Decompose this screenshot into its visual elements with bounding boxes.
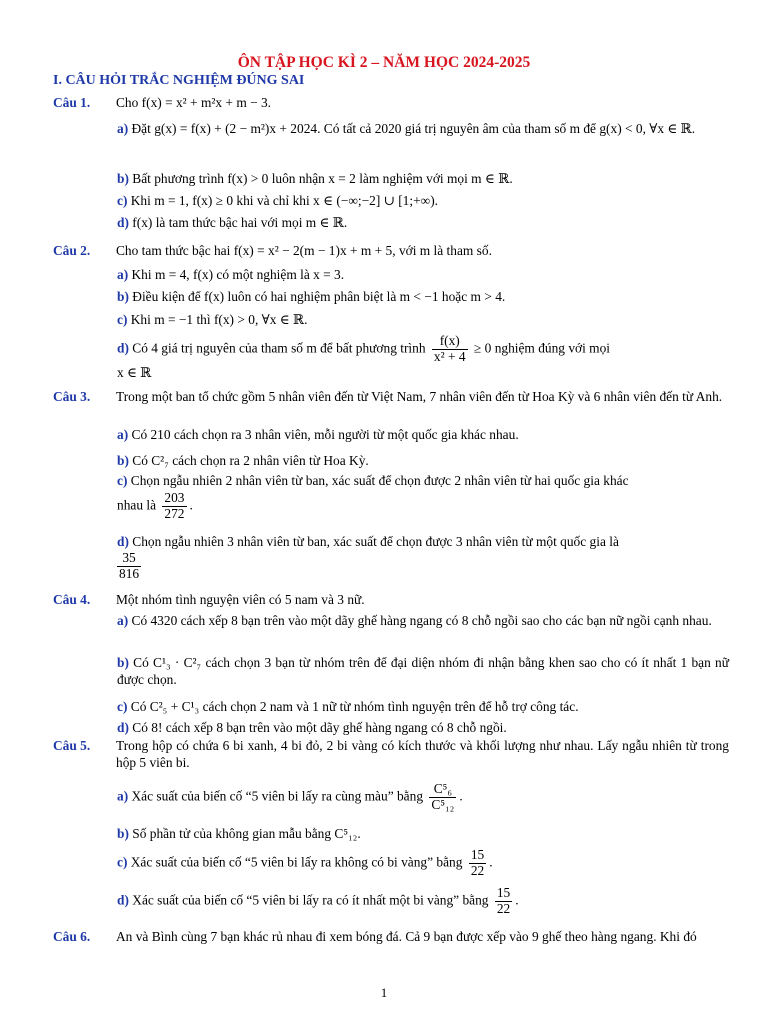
option-label: d)	[117, 215, 129, 230]
question-label: Câu 2.	[53, 243, 91, 258]
option-4b	[117, 654, 729, 688]
question-label: Câu 3.	[53, 389, 91, 404]
fraction-numerator: C⁵₆	[429, 782, 456, 798]
option-2c	[117, 311, 729, 328]
option-label: d)	[117, 892, 129, 908]
option-text: Có C¹₃ · C²₇ cách chọn 3 bạn từ nhóm trên để đại diện nhóm đi nhận bằng khen sao cho có ít nhất 1 bạn nữ được chọn.	[117, 655, 729, 688]
fraction-denominator: 22	[496, 900, 511, 916]
question-text: Một nhóm tình nguyện viên có 5 nam và 3 nữ.	[116, 592, 365, 607]
option-label: c)	[117, 193, 128, 208]
option-label: c)	[117, 312, 128, 327]
option-label: d)	[117, 340, 129, 356]
option-label: b)	[117, 171, 129, 186]
question-text: Trong hộp có chứa 6 bi xanh, 4 bi đỏ, 2 bi vàng có kích thước và khối lượng như nhau. Lấy ngẫu nhiên từ trong hộp 5 viên bi.	[116, 738, 729, 771]
inequality-relation: ≥ 0	[473, 340, 492, 356]
option-end: .	[515, 892, 519, 908]
option-5c	[117, 848, 729, 878]
option-text: Có 210 cách chọn ra 3 nhân viên, mỗi người từ một quốc gia khác nhau.	[131, 427, 519, 442]
question-text: Trong một ban tổ chức gồm 5 nhân viên đến từ Việt Nam, 7 nhân viên đến từ Hoa Kỳ và 6 nhân viên đến từ Anh.	[116, 389, 723, 404]
option-label: c)	[117, 854, 128, 870]
question-label: Câu 4.	[53, 592, 91, 607]
probability-fraction	[495, 886, 512, 916]
option-5a	[117, 782, 729, 812]
option-end: .	[189, 497, 193, 513]
option-text: Xác suất của biến cố “5 viên bi lấy ra không có bi vàng” bằng	[130, 854, 463, 870]
option-label: a)	[117, 613, 129, 628]
option-text: Điều kiện để f(x) luôn có hai nghiệm phân biệt là m < −1 hoặc m > 4.	[132, 289, 506, 304]
fraction-numerator: f(x)	[432, 334, 468, 350]
option-label: c)	[117, 699, 128, 714]
option-text: Khi m = 4, f(x) có một nghiệm là x = 3.	[131, 267, 345, 282]
option-text: Chọn ngẫu nhiên 3 nhân viên từ ban, xác suất để chọn được 3 nhân viên từ một quốc gia là	[132, 534, 619, 549]
option-2a	[117, 266, 729, 283]
option-text: Chọn ngẫu nhiên 2 nhân viên từ ban, xác suất để chọn được 2 nhân viên từ hai quốc gia khác	[130, 473, 629, 488]
option-text: Có C²₅ + C¹₃ cách chọn 2 nam và 1 nữ từ nhóm tình nguyện trên để hỗ trợ công tác.	[130, 699, 579, 714]
fraction-numerator: 15	[496, 885, 511, 900]
option-label: b)	[117, 289, 129, 304]
option-label: a)	[117, 788, 129, 804]
question-text: Cho tam thức bậc hai f(x) = x² − 2(m − 1)x + m + 5, với m là tham số.	[116, 243, 492, 258]
option-5b	[117, 825, 729, 842]
option-text-tail: nghiệm đúng với mọi	[494, 340, 611, 356]
option-text: Đặt g(x) = f(x) + (2 − m²)x + 2024. Có tất cả 2020 giá trị nguyên âm của tham số m để g(x) < 0, ∀x ∈ ℝ.	[131, 121, 696, 136]
option-3b	[117, 452, 729, 469]
option-2d	[117, 334, 729, 382]
option-4d	[117, 719, 729, 736]
page-title: ÔN TẬP HỌC KÌ 2 – NĂM HỌC 2024-2025	[237, 54, 531, 71]
option-5d	[117, 886, 729, 916]
option-label: a)	[117, 267, 129, 282]
option-text-end: x ∈ ℝ	[117, 365, 152, 381]
fraction-denominator: 816	[119, 565, 140, 581]
question-label: Câu 6.	[53, 929, 91, 944]
option-1b	[117, 170, 729, 187]
option-text: Khi m = 1, f(x) ≥ 0 khi và chỉ khi x ∈ (−∞;−2] ∪ [1;+∞).	[130, 193, 439, 208]
option-2b	[117, 288, 729, 305]
option-4c	[117, 698, 729, 715]
fraction-numerator: 15	[470, 847, 485, 862]
option-text: Xác suất của biến cố “5 viên bi lấy ra có ít nhất một bi vàng” bằng	[132, 892, 489, 908]
probability-fraction	[162, 491, 186, 521]
question-label: Câu 5.	[53, 738, 91, 753]
option-label: d)	[117, 720, 129, 735]
option-text: Xác suất của biến cố “5 viên bi lấy ra cùng màu” bằng	[131, 788, 424, 804]
option-4a	[117, 612, 729, 629]
option-end: .	[489, 854, 493, 870]
option-text-cont: nhau là	[117, 497, 157, 513]
option-text: Có C²₇ cách chọn ra 2 nhân viên từ Hoa Kỳ.	[132, 453, 369, 468]
option-label: b)	[117, 655, 129, 670]
option-1a	[117, 120, 729, 137]
fraction-denominator: x² + 4	[433, 348, 466, 364]
fraction-denominator: 22	[470, 862, 485, 878]
option-1c	[117, 192, 729, 209]
option-3a	[117, 426, 729, 443]
option-3d	[117, 533, 729, 582]
option-label: a)	[117, 121, 129, 136]
fraction-numerator: 203	[164, 490, 185, 506]
question-text: Cho f(x) = x² + m²x + m − 3.	[116, 95, 272, 110]
option-label: c)	[117, 473, 128, 488]
probability-fraction	[117, 551, 141, 581]
option-label: b)	[117, 453, 129, 468]
option-label: a)	[117, 427, 129, 442]
fraction-denominator: 272	[164, 505, 185, 521]
section-heading: I. CÂU HỎI TRẮC NGHIỆM ĐÚNG SAI	[53, 73, 305, 88]
question-label: Câu 1.	[53, 95, 91, 110]
option-text: Khi m = −1 thì f(x) > 0, ∀x ∈ ℝ.	[130, 312, 308, 327]
option-end: .	[459, 788, 463, 804]
probability-fraction	[469, 848, 486, 878]
option-label: b)	[117, 826, 129, 841]
option-text: f(x) là tam thức bậc hai với mọi m ∈ ℝ.	[132, 215, 348, 230]
option-text: Có 8! cách xếp 8 bạn trên vào một dãy ghế hàng ngang có 8 chỗ ngồi.	[132, 720, 507, 735]
page-number: 1	[380, 985, 388, 1000]
option-label: d)	[117, 534, 129, 549]
question-text: An và Bình cùng 7 bạn khác rủ nhau đi xem bóng đá. Cả 9 bạn được xếp vào 9 ghế theo hàng ngang. Khi đó	[116, 929, 697, 944]
option-text: Có 4320 cách xếp 8 bạn trên vào một dãy ghế hàng ngang có 8 chỗ ngồi sao cho các bạn nữ ngồi cạnh nhau.	[131, 613, 712, 628]
option-text: Có 4 giá trị nguyên của tham số m để bất phương trình	[132, 340, 426, 356]
fraction-denominator: C⁵₁₂	[431, 796, 455, 812]
option-1d	[117, 214, 729, 231]
option-3c	[117, 472, 729, 522]
option-text: Bất phương trình f(x) > 0 luôn nhận x = 2 làm nghiệm với mọi m ∈ ℝ.	[132, 171, 513, 186]
probability-fraction	[429, 782, 456, 812]
fraction-numerator: 35	[117, 551, 141, 567]
option-text: Số phần tử của không gian mẫu bằng C⁵₁₂.	[132, 826, 361, 841]
inequality-fraction	[432, 334, 468, 364]
